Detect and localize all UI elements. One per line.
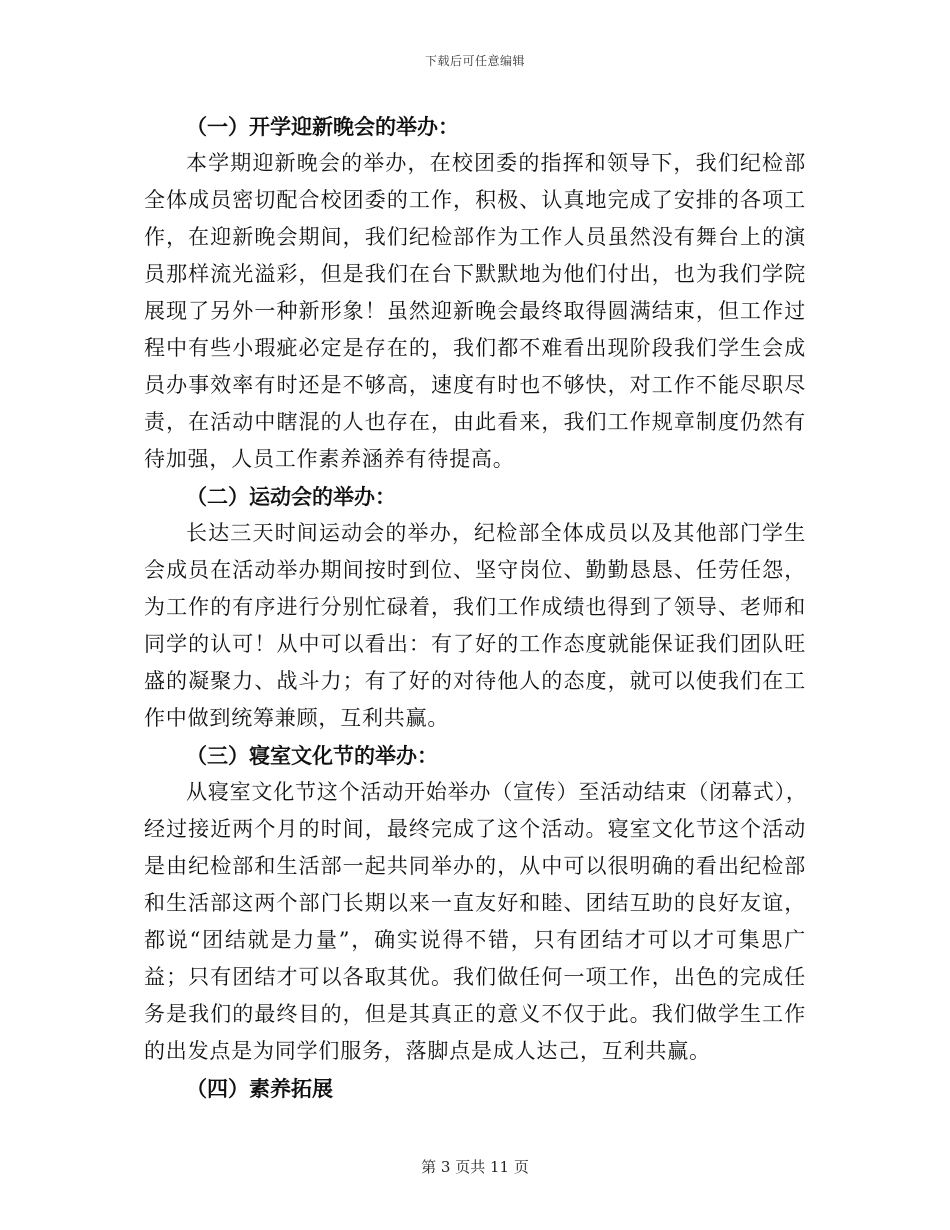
paragraph-line: 是由纪检部和生活部一起共同举办的，从中可以很明确的看出纪检部	[144, 854, 806, 878]
paragraph-line: 程中有些小瑕疵必定是存在的，我们都不难看出现阶段我们学生会成	[144, 336, 806, 360]
paragraph-line: 会成员在活动举办期间按时到位、坚守岗位、勤勤恳恳、任劳任怨，	[144, 558, 806, 582]
paragraph-line: 都说“团结就是力量”，确实说得不错，只有团结才可以才可集思广	[144, 928, 806, 952]
paragraph-line: 从寝室文化节这个活动开始举办（宣传）至活动结束（闭幕式），	[186, 780, 808, 804]
section	[144, 1070, 806, 1107]
paragraph-line: 经过接近两个月的时间，最终完成了这个活动。寝室文化节这个活动	[144, 817, 806, 841]
paragraph-line: 的出发点是为同学们服务，落脚点是成人达己，互利共赢。	[144, 1039, 711, 1063]
section	[144, 108, 806, 478]
section-title: （二）运动会的举办：	[186, 484, 396, 509]
paragraph-line: 为工作的有序进行分别忙碌着，我们工作成绩也得到了领导、老师和	[144, 595, 806, 619]
paragraph-line: 作中做到统筹兼顾，互利共赢。	[144, 706, 450, 730]
paragraph-line: 同学的认可！从中可以看出：有了好的工作态度就能保证我们团队旺	[144, 632, 806, 656]
paragraph-line: 本学期迎新晚会的举办，在校团委的指挥和领导下，我们纪检部	[186, 151, 806, 175]
section-title: （一）开学迎新晚会的举办：	[186, 114, 459, 139]
paragraph-line: 员那样流光溢彩，但是我们在台下默默地为他们付出，也为我们学院	[144, 262, 806, 286]
paragraph-line: 责，在活动中瞎混的人也存在，由此看来，我们工作规章制度仍然有	[144, 410, 806, 434]
paragraph-line: 作，在迎新晚会期间，我们纪检部作为工作人员虽然没有舞台上的演	[144, 225, 806, 249]
section	[144, 737, 806, 1070]
document-body	[144, 108, 806, 1107]
paragraph-line: 务是我们的最终目的，但是其真正的意义不仅于此。我们做学生工作	[144, 1002, 806, 1026]
paragraph-line: 待加强，人员工作素养涵养有待提高。	[144, 447, 515, 471]
page-header: 下载后可任意编辑	[424, 54, 525, 68]
paragraph-line: 益；只有团结才可以各取其优。我们做任何一项工作，出色的完成任	[144, 965, 806, 989]
paragraph-line: 展现了另外一种新形象！虽然迎新晚会最终取得圆满结束，但工作过	[144, 299, 806, 323]
page-footer: 第 3 页共 11 页	[421, 1158, 529, 1176]
section-title: （三）寝室文化节的举办：	[186, 743, 438, 768]
paragraph-line: 员办事效率有时还是不够高，速度有时也不够快，对工作不能尽职尽	[144, 373, 806, 397]
section-title: （四）素养拓展	[186, 1076, 333, 1101]
paragraph-line: 和生活部这两个部门长期以来一直友好和睦、团结互助的良好友谊，	[144, 891, 806, 915]
paragraph-line: 全体成员密切配合校团委的工作，积极、认真地完成了安排的各项工	[144, 188, 806, 212]
paragraph-line: 盛的凝聚力、战斗力；有了好的对待他人的态度，就可以使我们在工	[144, 669, 806, 693]
section	[144, 478, 806, 737]
paragraph-line: 长达三天时间运动会的举办，纪检部全体成员以及其他部门学生	[186, 521, 806, 545]
